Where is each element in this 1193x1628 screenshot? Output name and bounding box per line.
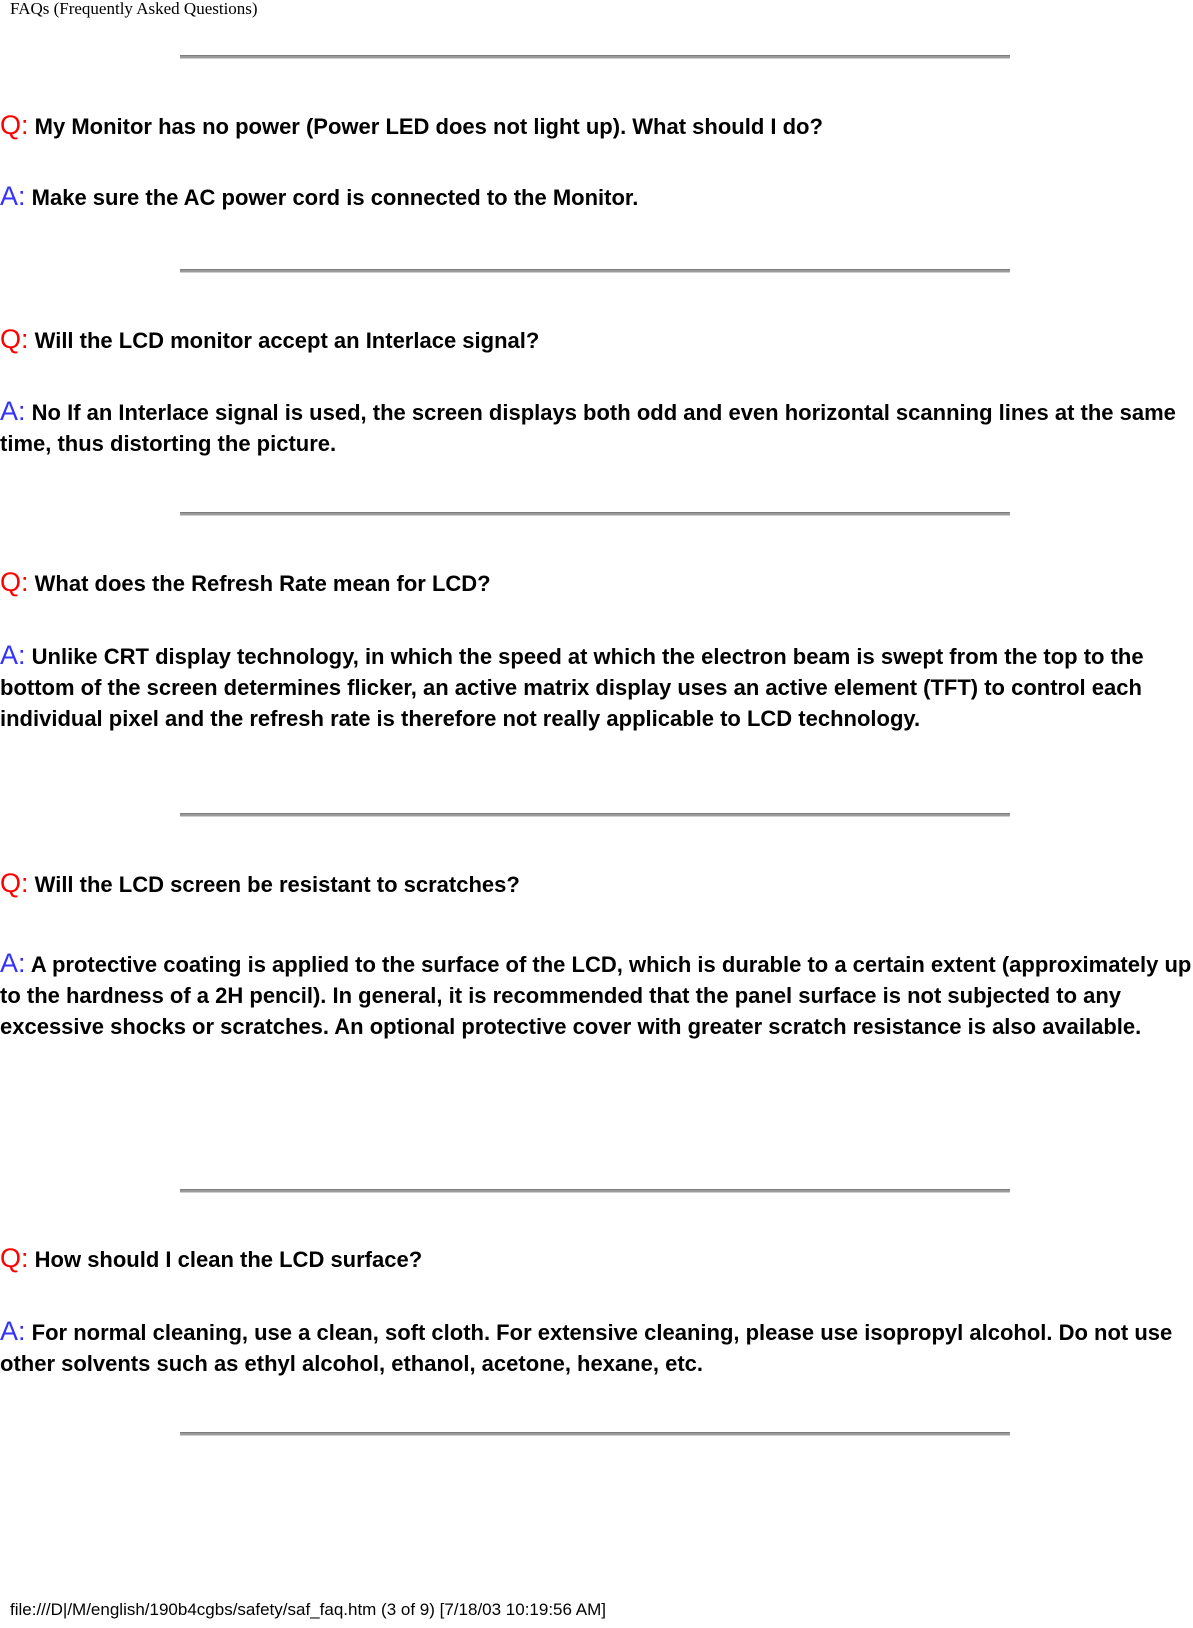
answer-text: Unlike CRT display technology, in which the speed at which the electron beam is swept from the top to the bottom of the screen determines flicker, an active matrix display uses an active element (TFT) to control each individual pixel and the refresh rate is therefore not really applicable to LCD technology.: [0, 644, 1144, 731]
faq-question: [0, 567, 1193, 599]
section-divider: [180, 55, 1010, 59]
faq-question: [0, 110, 1193, 142]
faq-answer: [0, 1316, 1193, 1379]
section-divider: [180, 512, 1010, 516]
question-text: What does the Refresh Rate mean for LCD?: [34, 571, 491, 596]
question-label: Q:: [0, 868, 29, 898]
question-text: My Monitor has no power (Power LED does not light up). What should I do?: [34, 114, 823, 139]
faq-answer: [0, 948, 1193, 1042]
answer-text: No If an Interlace signal is used, the screen displays both odd and even horizontal scanning lines at the same time, thus distorting the picture.: [0, 400, 1176, 456]
faq-question: [0, 324, 1193, 356]
answer-label: A:: [0, 640, 26, 670]
page-footer-url: file:///D|/M/english/190b4cgbs/safety/saf_faq.htm (3 of 9) [7/18/03 10:19:56 AM]: [10, 1600, 606, 1619]
section-divider: [180, 269, 1010, 273]
answer-label: A:: [0, 396, 26, 426]
answer-label: A:: [0, 948, 26, 978]
question-text: How should I clean the LCD surface?: [34, 1247, 423, 1272]
faq-question: [0, 868, 1193, 900]
page-header-title: FAQs (Frequently Asked Questions): [10, 0, 258, 18]
answer-text: A protective coating is applied to the surface of the LCD, which is durable to a certain extent (approximately up to the hardness of a 2H pencil). In general, it is recommended that the panel surface is not subjected to any excessive shocks or scratches. An optional protective cover with greater scratch resistance is also available.: [0, 952, 1192, 1039]
answer-text: Make sure the AC power cord is connected to the Monitor.: [31, 185, 639, 210]
question-label: Q:: [0, 110, 29, 140]
section-divider: [180, 1189, 1010, 1193]
answer-text: For normal cleaning, use a clean, soft cloth. For extensive cleaning, please use isopropyl alcohol. Do not use other solvents such as ethyl alcohol, ethanol, acetone, hexane, etc.: [0, 1320, 1173, 1376]
question-label: Q:: [0, 324, 29, 354]
question-text: Will the LCD screen be resistant to scratches?: [34, 872, 520, 897]
answer-label: A:: [0, 1316, 26, 1346]
section-divider: [180, 813, 1010, 817]
answer-label: A:: [0, 181, 26, 211]
faq-question: [0, 1243, 1193, 1275]
question-label: Q:: [0, 567, 29, 597]
faq-answer: [0, 640, 1193, 734]
section-divider: [180, 1432, 1010, 1436]
question-text: Will the LCD monitor accept an Interlace signal?: [34, 328, 540, 353]
question-label: Q:: [0, 1243, 29, 1273]
faq-answer: [0, 181, 1193, 213]
faq-answer: [0, 396, 1193, 459]
